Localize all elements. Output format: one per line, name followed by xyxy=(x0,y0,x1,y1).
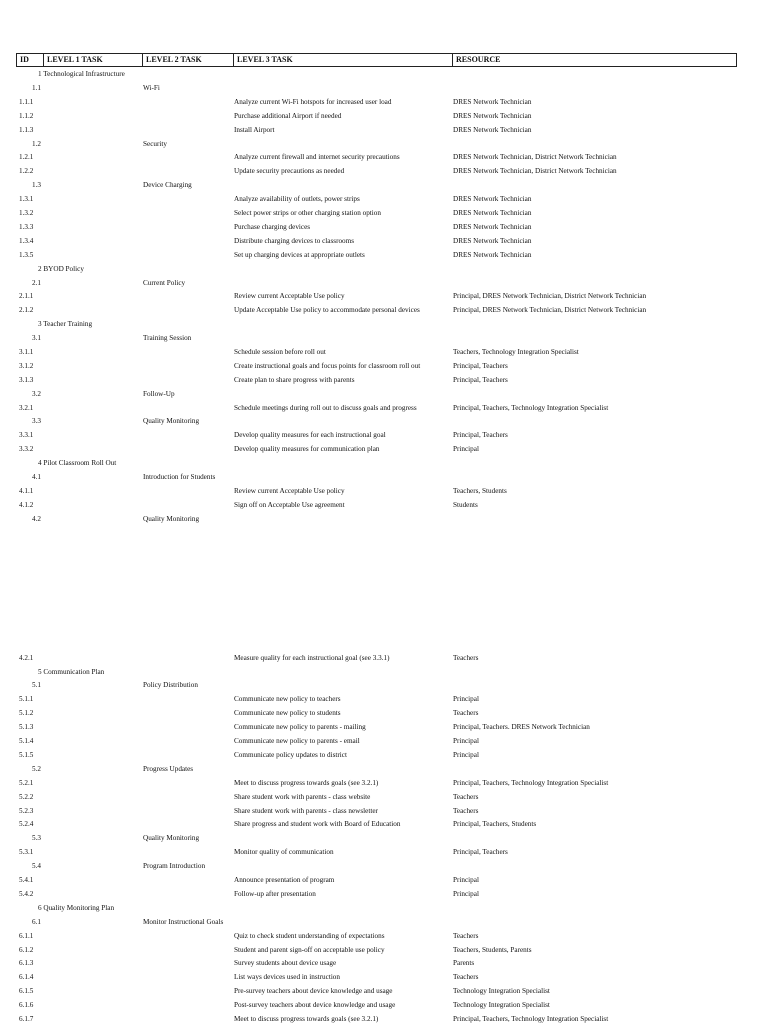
table-row xyxy=(0,138,768,150)
table-row xyxy=(0,374,768,386)
id-cell: 5.4 xyxy=(32,862,41,870)
table-row xyxy=(0,846,768,858)
id-cell: 6.1.3 xyxy=(19,959,34,967)
table-row xyxy=(0,888,768,900)
id-cell: 5.2.4 xyxy=(19,820,34,828)
id-cell: 2.1.1 xyxy=(19,292,34,300)
id-cell: 3.1.2 xyxy=(19,362,34,370)
level-3-task-cell: Survey students about device usage xyxy=(234,959,337,967)
level-3-task-cell: Review current Acceptable Use policy xyxy=(234,487,345,495)
table-row xyxy=(0,207,768,219)
table-row xyxy=(0,652,768,664)
level-3-task-cell: Announce presentation of program xyxy=(234,876,335,884)
level-1-task-cell: 5 Communication Plan xyxy=(38,668,105,676)
id-cell: 6.1 xyxy=(32,918,41,926)
id-cell: 1.3.4 xyxy=(19,237,34,245)
id-cell: 5.2.3 xyxy=(19,807,34,815)
id-cell: 1.1 xyxy=(32,84,41,92)
level-1-task-cell: 3 Teacher Training xyxy=(38,320,93,328)
table-row xyxy=(0,513,768,525)
table-row xyxy=(0,693,768,705)
id-cell: 5.1.2 xyxy=(19,709,34,717)
table-row xyxy=(0,415,768,427)
resource-cell: Principal, Teachers xyxy=(453,376,508,384)
resource-cell: DRES Network Technician xyxy=(453,98,532,106)
resource-cell: Principal xyxy=(453,737,479,745)
table-row xyxy=(0,304,768,316)
header-id: ID xyxy=(17,54,44,66)
table-row xyxy=(0,957,768,969)
resource-cell: Principal, Teachers xyxy=(453,362,508,370)
resource-cell: DRES Network Technician xyxy=(453,251,532,259)
level-3-task-cell: Sign off on Acceptable Use agreement xyxy=(234,501,345,509)
resource-cell: Principal xyxy=(453,695,479,703)
table-row xyxy=(0,277,768,289)
id-cell: 1.2.2 xyxy=(19,167,34,175)
level-3-task-cell: Develop quality measures for each instructional goal xyxy=(234,431,386,439)
level-1-task-cell: 4 Pilot Classroom Roll Out xyxy=(38,459,117,467)
resource-cell: Teachers xyxy=(453,654,479,662)
table-row xyxy=(0,96,768,108)
level-3-task-cell: Update security precautions as needed xyxy=(234,167,345,175)
table-row xyxy=(0,263,768,275)
header-resource: RESOURCE xyxy=(456,55,501,64)
resource-cell: Students xyxy=(453,501,478,509)
resource-cell: Principal, Teachers, Technology Integration Specialist xyxy=(453,404,609,412)
table-row xyxy=(0,165,768,177)
id-cell: 1.3.3 xyxy=(19,223,34,231)
table-row xyxy=(0,388,768,400)
resource-cell: Principal xyxy=(453,751,479,759)
resource-cell: Teachers xyxy=(453,932,479,940)
resource-cell: DRES Network Technician, District Network Technician xyxy=(453,167,617,175)
id-cell: 6.1.4 xyxy=(19,973,34,981)
table-row xyxy=(0,193,768,205)
table-row xyxy=(0,290,768,302)
resource-cell: Principal, Teachers xyxy=(453,431,508,439)
id-cell: 5.4.1 xyxy=(19,876,34,884)
id-cell: 5.2 xyxy=(32,765,41,773)
resource-cell: Principal xyxy=(453,890,479,898)
table-row xyxy=(0,110,768,122)
resource-cell: Teachers xyxy=(453,807,479,815)
table-row xyxy=(0,944,768,956)
id-cell: 1.3.1 xyxy=(19,195,34,203)
resource-cell: DRES Network Technician xyxy=(453,209,532,217)
id-cell: 3.2 xyxy=(32,390,41,398)
level-3-task-cell: Analyze current firewall and internet security precautions xyxy=(234,153,400,161)
table-row xyxy=(0,902,768,914)
level-3-task-cell: Communicate new policy to teachers xyxy=(234,695,341,703)
level-3-task-cell: Set up charging devices at appropriate outlets xyxy=(234,251,365,259)
id-cell: 5.1 xyxy=(32,681,41,689)
id-cell: 1.1.3 xyxy=(19,126,34,134)
level-2-task-cell: Quality Monitoring xyxy=(143,834,200,842)
resource-cell: Technology Integration Specialist xyxy=(453,987,550,995)
table-row xyxy=(0,457,768,469)
id-cell: 1.1.2 xyxy=(19,112,34,120)
table-row xyxy=(0,721,768,733)
level-3-task-cell: Analyze availability of outlets, power strips xyxy=(234,195,360,203)
table-row xyxy=(0,221,768,233)
level-3-task-cell: Meet to discuss progress towards goals (see 3.2.1) xyxy=(234,1015,379,1023)
level-3-task-cell: Create instructional goals and focus points for classroom roll out xyxy=(234,362,421,370)
resource-cell: Principal xyxy=(453,445,479,453)
table-row xyxy=(0,249,768,261)
table-row xyxy=(0,999,768,1011)
table-row xyxy=(0,874,768,886)
level-3-task-cell: Update Acceptable Use policy to accommodate personal devices xyxy=(234,306,420,314)
level-3-task-cell: Pre-survey teachers about device knowledge and usage xyxy=(234,987,393,995)
level-3-task-cell: Distribute charging devices to classrooms xyxy=(234,237,355,245)
table-row xyxy=(0,832,768,844)
level-3-task-cell: Share student work with parents - class newsletter xyxy=(234,807,378,815)
table-row xyxy=(0,124,768,136)
id-cell: 4.1 xyxy=(32,473,41,481)
table-row xyxy=(0,763,768,775)
id-cell: 1.3.2 xyxy=(19,209,34,217)
id-cell: 3.3.1 xyxy=(19,431,34,439)
resource-cell: DRES Network Technician xyxy=(453,126,532,134)
level-3-task-cell: Measure quality for each instructional goal (see 3.3.1) xyxy=(234,654,390,662)
level-2-task-cell: Device Charging xyxy=(143,181,192,189)
header-level-1-task: LEVEL 1 TASK xyxy=(44,54,143,66)
level-3-task-cell: Analyze current Wi-Fi hotspots for increased user load xyxy=(234,98,392,106)
level-3-task-cell: Student and parent sign-off on acceptable use policy xyxy=(234,946,385,954)
level-3-task-cell: Purchase charging devices xyxy=(234,223,311,231)
id-cell: 3.2.1 xyxy=(19,404,34,412)
id-cell: 6.1.7 xyxy=(19,1015,34,1023)
table-row xyxy=(0,332,768,344)
id-cell: 5.3 xyxy=(32,834,41,842)
table-row xyxy=(0,707,768,719)
resource-cell: DRES Network Technician xyxy=(453,195,532,203)
id-cell: 2.1.2 xyxy=(19,306,34,314)
level-3-task-cell: Purchase additional Airport if needed xyxy=(234,112,342,120)
id-cell: 3.1.3 xyxy=(19,376,34,384)
resource-cell: Principal, Teachers, Technology Integration Specialist xyxy=(453,1015,609,1023)
table-row xyxy=(0,818,768,830)
level-3-task-cell: Schedule meetings during roll out to discuss goals and progress xyxy=(234,404,417,412)
table-row xyxy=(0,679,768,691)
resource-cell: Principal, Teachers, Technology Integration Specialist xyxy=(453,779,609,787)
level-3-task-cell: Select power strips or other charging station option xyxy=(234,209,381,217)
level-2-task-cell: Program Introduction xyxy=(143,862,206,870)
level-2-task-cell: Quality Monitoring xyxy=(143,417,200,425)
id-cell: 5.1.5 xyxy=(19,751,34,759)
resource-cell: Technology Integration Specialist xyxy=(453,1001,550,1009)
level-3-task-cell: Share student work with parents - class website xyxy=(234,793,371,801)
id-cell: 3.3 xyxy=(32,417,41,425)
table-row xyxy=(0,985,768,997)
id-cell: 5.4.2 xyxy=(19,890,34,898)
resource-cell: Teachers xyxy=(453,709,479,717)
table-row xyxy=(0,179,768,191)
table-row xyxy=(0,471,768,483)
table-row xyxy=(0,735,768,747)
table-row xyxy=(0,151,768,163)
table-row xyxy=(0,930,768,942)
level-2-task-cell: Introduction for Students xyxy=(143,473,216,481)
table-row xyxy=(0,68,768,80)
id-cell: 5.1.3 xyxy=(19,723,34,731)
id-cell: 1.3 xyxy=(32,181,41,189)
level-3-task-cell: Meet to discuss progress towards goals (see 3.2.1) xyxy=(234,779,379,787)
id-cell: 1.3.5 xyxy=(19,251,34,259)
level-1-task-cell: 6 Quality Monitoring Plan xyxy=(38,904,115,912)
level-2-task-cell: Follow-Up xyxy=(143,390,175,398)
table-row xyxy=(0,429,768,441)
resource-cell: Principal, DRES Network Technician, District Network Technician xyxy=(453,292,647,300)
id-cell: 6.1.2 xyxy=(19,946,34,954)
id-cell: 3.3.2 xyxy=(19,445,34,453)
id-cell: 6.1.1 xyxy=(19,932,34,940)
resource-cell: Teachers, Students xyxy=(453,487,507,495)
level-3-task-cell: Communicate new policy to parents - email xyxy=(234,737,360,745)
level-3-task-cell: Review current Acceptable Use policy xyxy=(234,292,345,300)
level-3-task-cell: Install Airport xyxy=(234,126,275,134)
table-row xyxy=(0,805,768,817)
level-3-task-cell: Post-survey teachers about device knowledge and usage xyxy=(234,1001,396,1009)
id-cell: 4.2.1 xyxy=(19,654,34,662)
table-row xyxy=(0,916,768,928)
level-2-task-cell: Monitor Instructional Goals xyxy=(143,918,224,926)
level-3-task-cell: Communicate new policy to parents - mailing xyxy=(234,723,366,731)
resource-cell: Parents xyxy=(453,959,475,967)
level-2-task-cell: Quality Monitoring xyxy=(143,515,200,523)
table-row xyxy=(0,499,768,511)
level-2-task-cell: Progress Updates xyxy=(143,765,194,773)
table-row xyxy=(0,666,768,678)
level-2-task-cell: Current Policy xyxy=(143,279,186,287)
level-3-task-cell: Schedule session before roll out xyxy=(234,348,326,356)
resource-cell: Teachers xyxy=(453,973,479,981)
id-cell: 3.1 xyxy=(32,334,41,342)
resource-cell: Principal, Teachers xyxy=(453,848,508,856)
id-cell: 1.2 xyxy=(32,140,41,148)
table-row xyxy=(0,1013,768,1025)
table-row xyxy=(0,346,768,358)
header-level-2-task: LEVEL 2 TASK xyxy=(143,54,234,66)
resource-cell: Principal, DRES Network Technician, District Network Technician xyxy=(453,306,647,314)
id-cell: 4.1.2 xyxy=(19,501,34,509)
level-2-task-cell: Security xyxy=(143,140,167,148)
id-cell: 5.1.1 xyxy=(19,695,34,703)
level-2-task-cell: Training Session xyxy=(143,334,192,342)
table-row xyxy=(0,82,768,94)
level-2-task-cell: Policy Distribution xyxy=(143,681,198,689)
resource-cell: DRES Network Technician xyxy=(453,223,532,231)
table-row xyxy=(0,791,768,803)
id-cell: 5.1.4 xyxy=(19,737,34,745)
resource-cell: DRES Network Technician xyxy=(453,237,532,245)
level-2-task-cell: Wi-Fi xyxy=(143,84,160,92)
resource-cell: Principal, Teachers. DRES Network Technician xyxy=(453,723,590,731)
id-cell: 1.1.1 xyxy=(19,98,34,106)
id-cell: 5.2.2 xyxy=(19,793,34,801)
resource-cell: Principal xyxy=(453,876,479,884)
id-cell: 5.2.1 xyxy=(19,779,34,787)
resource-cell: Teachers, Students, Parents xyxy=(453,946,532,954)
level-3-task-cell: List ways devices used in instruction xyxy=(234,973,340,981)
resource-cell: DRES Network Technician, District Network Technician xyxy=(453,153,617,161)
level-3-task-cell: Quiz to check student understanding of expectations xyxy=(234,932,385,940)
table-row xyxy=(0,360,768,372)
id-cell: 4.1.1 xyxy=(19,487,34,495)
resource-cell: Teachers xyxy=(453,793,479,801)
level-3-task-cell: Communicate new policy to students xyxy=(234,709,341,717)
table-row xyxy=(0,971,768,983)
id-cell: 6.1.6 xyxy=(19,1001,34,1009)
resource-cell: DRES Network Technician xyxy=(453,112,532,120)
header-level-3-task: LEVEL 3 TASK xyxy=(234,54,453,66)
level-3-task-cell: Monitor quality of communication xyxy=(234,848,334,856)
level-3-task-cell: Share progress and student work with Board of Education xyxy=(234,820,401,828)
id-cell: 3.1.1 xyxy=(19,348,34,356)
resource-cell: Principal, Teachers, Students xyxy=(453,820,537,828)
id-cell: 6.1.5 xyxy=(19,987,34,995)
table-row xyxy=(0,443,768,455)
level-3-task-cell: Develop quality measures for communication plan xyxy=(234,445,380,453)
level-1-task-cell: 1 Technological Infrastructure xyxy=(38,70,125,78)
id-cell: 4.2 xyxy=(32,515,41,523)
level-3-task-cell: Create plan to share progress with parents xyxy=(234,376,355,384)
table-row xyxy=(0,402,768,414)
table-row xyxy=(0,235,768,247)
table-row xyxy=(0,485,768,497)
resource-cell: Teachers, Technology Integration Specialist xyxy=(453,348,579,356)
id-cell: 2.1 xyxy=(32,279,41,287)
id-cell: 5.3.1 xyxy=(19,848,34,856)
level-3-task-cell: Communicate policy updates to district xyxy=(234,751,347,759)
table-row xyxy=(0,749,768,761)
level-1-task-cell: 2 BYOD Policy xyxy=(38,265,84,273)
id-cell: 1.2.1 xyxy=(19,153,34,161)
table-row xyxy=(0,777,768,789)
table-row xyxy=(0,860,768,872)
level-3-task-cell: Follow-up after presentation xyxy=(234,890,316,898)
table-row xyxy=(0,318,768,330)
